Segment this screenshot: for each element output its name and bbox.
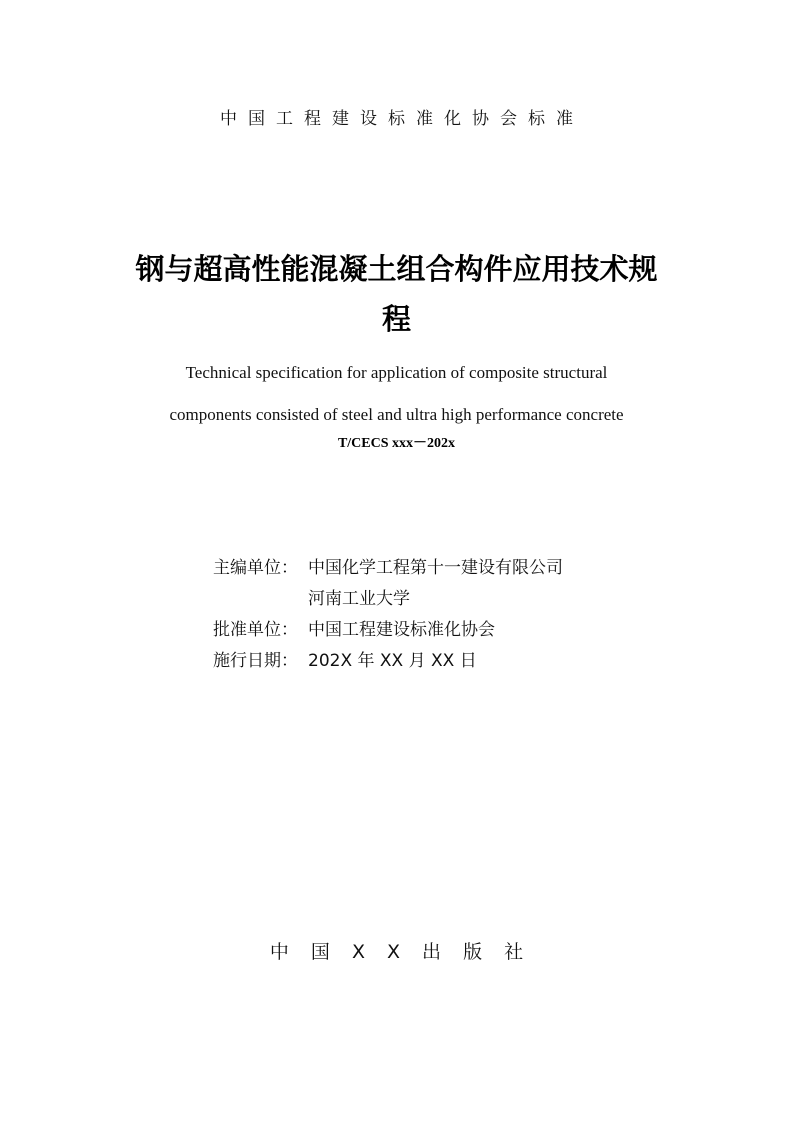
chinese-title-line-2: 程: [381, 302, 411, 336]
approver-label: 批准单位：: [213, 620, 298, 640]
effective-date-value: 202X 年 XX 月 XX 日: [308, 651, 477, 671]
standard-code: T/CECS xxx－202x: [337, 436, 456, 451]
chief-editor-row: [213, 553, 633, 584]
chief-editor-label: 主编单位：: [213, 558, 298, 578]
organization-standard-heading: 中国工程建设标准化协会标准: [220, 109, 584, 129]
effective-date-label: 施行日期：: [213, 651, 298, 671]
chinese-title: [100, 244, 693, 344]
publisher-name: 中 国 X X 出 版 社: [269, 941, 532, 963]
approver-value: 中国工程建设标准化协会: [308, 620, 495, 640]
english-title-line-2: components consisted of steel and ultra high performance concrete: [169, 405, 624, 424]
chief-editor-label-spacer: [213, 584, 308, 615]
chief-editor-value-2: 河南工业大学: [308, 589, 410, 609]
english-title: [60, 352, 733, 436]
chief-editor-value-1: 中国化学工程第十一建设有限公司: [308, 558, 563, 578]
effective-date-row: [213, 646, 633, 677]
approver-row: [213, 615, 633, 646]
chinese-title-line-1: 钢与超高性能混凝土组合构件应用技术规: [135, 252, 658, 286]
english-title-line-1: Technical specification for application of composite structural: [185, 363, 608, 382]
document-info-block: [213, 553, 633, 677]
chief-editor-row-2: [213, 584, 633, 615]
